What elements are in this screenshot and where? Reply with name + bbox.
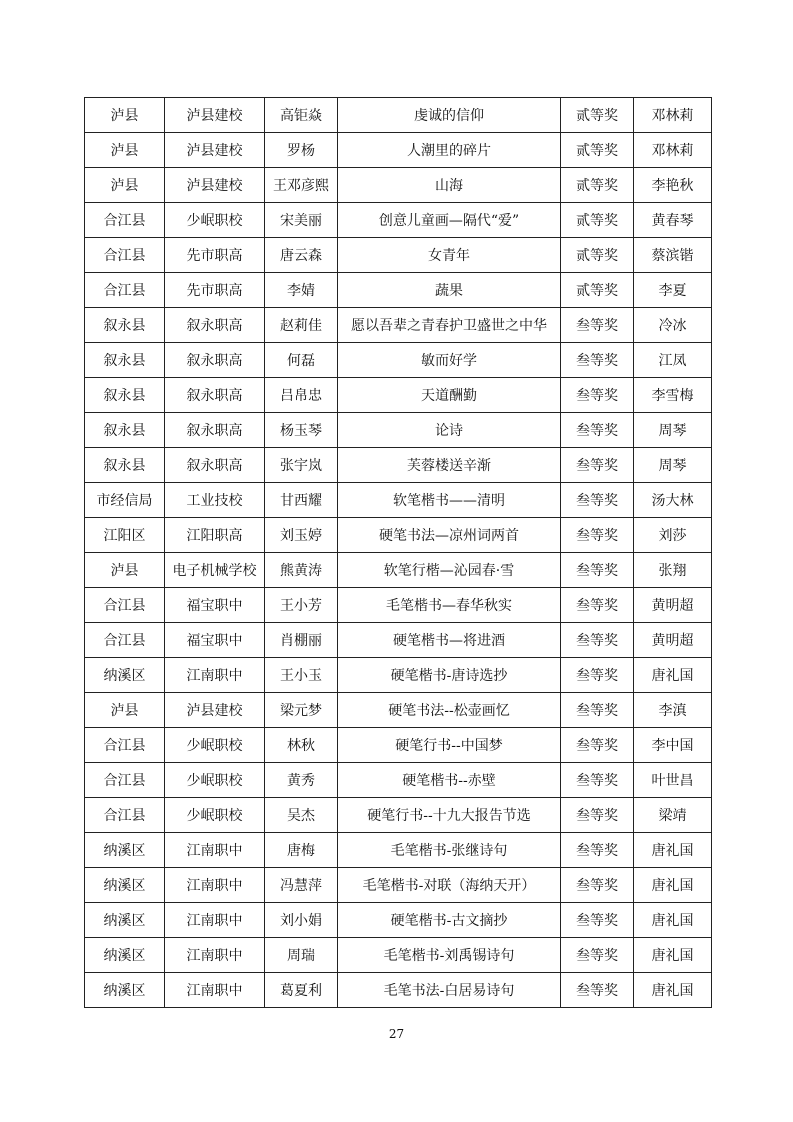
teacher-cell: 黄明超 [634, 623, 712, 658]
teacher-cell: 唐礼国 [634, 903, 712, 938]
district-cell: 纳溪区 [85, 938, 165, 973]
district-cell: 合江县 [85, 203, 165, 238]
table-row [85, 728, 712, 763]
student-cell: 甘西耀 [265, 483, 338, 518]
school-cell: 工业技校 [165, 483, 265, 518]
teacher-cell: 唐礼国 [634, 658, 712, 693]
school-cell: 电子机械学校 [165, 553, 265, 588]
work-title-cell: 蔬果 [338, 273, 561, 308]
award-level-cell: 贰等奖 [561, 133, 634, 168]
school-cell: 泸县建校 [165, 693, 265, 728]
award-table-container [84, 97, 711, 1008]
table-row [85, 938, 712, 973]
table-row [85, 833, 712, 868]
table-row [85, 518, 712, 553]
district-cell: 市经信局 [85, 483, 165, 518]
school-cell: 江南职中 [165, 658, 265, 693]
award-level-cell: 叁等奖 [561, 868, 634, 903]
table-row [85, 868, 712, 903]
student-cell: 刘玉婷 [265, 518, 338, 553]
award-level-cell: 贰等奖 [561, 98, 634, 133]
table-row [85, 343, 712, 378]
award-table [84, 97, 712, 1008]
teacher-cell: 唐礼国 [634, 938, 712, 973]
award-level-cell: 叁等奖 [561, 308, 634, 343]
work-title-cell: 硬笔楷书--赤壁 [338, 763, 561, 798]
teacher-cell: 唐礼国 [634, 833, 712, 868]
award-level-cell: 叁等奖 [561, 518, 634, 553]
school-cell: 江南职中 [165, 903, 265, 938]
work-title-cell: 软笔行楷—沁园春·雪 [338, 553, 561, 588]
work-title-cell: 软笔楷书——清明 [338, 483, 561, 518]
teacher-cell: 唐礼国 [634, 973, 712, 1008]
teacher-cell: 周琴 [634, 413, 712, 448]
school-cell: 叙永职高 [165, 343, 265, 378]
award-level-cell: 贰等奖 [561, 203, 634, 238]
student-cell: 王小芳 [265, 588, 338, 623]
student-cell: 高钜焱 [265, 98, 338, 133]
school-cell: 先市职高 [165, 238, 265, 273]
teacher-cell: 汤大林 [634, 483, 712, 518]
work-title-cell: 硬笔楷书-唐诗选抄 [338, 658, 561, 693]
teacher-cell: 叶世昌 [634, 763, 712, 798]
student-cell: 冯慧萍 [265, 868, 338, 903]
work-title-cell: 硬笔楷书-古文摘抄 [338, 903, 561, 938]
school-cell: 少岷职校 [165, 728, 265, 763]
student-cell: 何磊 [265, 343, 338, 378]
award-level-cell: 叁等奖 [561, 973, 634, 1008]
student-cell: 杨玉琴 [265, 413, 338, 448]
student-cell: 宋美丽 [265, 203, 338, 238]
school-cell: 江南职中 [165, 868, 265, 903]
school-cell: 福宝职中 [165, 623, 265, 658]
table-row [85, 483, 712, 518]
school-cell: 先市职高 [165, 273, 265, 308]
award-level-cell: 叁等奖 [561, 553, 634, 588]
school-cell: 江阳职高 [165, 518, 265, 553]
teacher-cell: 邓林莉 [634, 98, 712, 133]
district-cell: 叙永县 [85, 448, 165, 483]
table-row [85, 693, 712, 728]
teacher-cell: 李夏 [634, 273, 712, 308]
teacher-cell: 江凤 [634, 343, 712, 378]
award-level-cell: 叁等奖 [561, 798, 634, 833]
school-cell: 江南职中 [165, 973, 265, 1008]
student-cell: 罗杨 [265, 133, 338, 168]
school-cell: 少岷职校 [165, 763, 265, 798]
school-cell: 少岷职校 [165, 203, 265, 238]
work-title-cell: 天道酬勤 [338, 378, 561, 413]
table-row [85, 203, 712, 238]
award-level-cell: 叁等奖 [561, 658, 634, 693]
student-cell: 梁元梦 [265, 693, 338, 728]
award-level-cell: 叁等奖 [561, 728, 634, 763]
award-level-cell: 贰等奖 [561, 238, 634, 273]
district-cell: 纳溪区 [85, 868, 165, 903]
school-cell: 江南职中 [165, 938, 265, 973]
work-title-cell: 芙蓉楼送辛渐 [338, 448, 561, 483]
award-level-cell: 叁等奖 [561, 833, 634, 868]
award-level-cell: 叁等奖 [561, 483, 634, 518]
teacher-cell: 黄明超 [634, 588, 712, 623]
district-cell: 叙永县 [85, 308, 165, 343]
award-level-cell: 叁等奖 [561, 448, 634, 483]
teacher-cell: 李雪梅 [634, 378, 712, 413]
school-cell: 福宝职中 [165, 588, 265, 623]
work-title-cell: 论诗 [338, 413, 561, 448]
award-level-cell: 叁等奖 [561, 763, 634, 798]
teacher-cell: 李艳秋 [634, 168, 712, 203]
table-row [85, 623, 712, 658]
school-cell: 叙永职高 [165, 378, 265, 413]
teacher-cell: 冷冰 [634, 308, 712, 343]
school-cell: 叙永职高 [165, 448, 265, 483]
table-row [85, 308, 712, 343]
student-cell: 赵莉佳 [265, 308, 338, 343]
page-number: 27 [388, 1027, 405, 1041]
school-cell: 叙永职高 [165, 308, 265, 343]
district-cell: 叙永县 [85, 413, 165, 448]
table-row [85, 903, 712, 938]
student-cell: 唐梅 [265, 833, 338, 868]
award-level-cell: 贰等奖 [561, 273, 634, 308]
district-cell: 合江县 [85, 763, 165, 798]
work-title-cell: 山海 [338, 168, 561, 203]
school-cell: 叙永职高 [165, 413, 265, 448]
teacher-cell: 周琴 [634, 448, 712, 483]
district-cell: 纳溪区 [85, 903, 165, 938]
work-title-cell: 毛笔楷书-张继诗句 [338, 833, 561, 868]
district-cell: 纳溪区 [85, 833, 165, 868]
teacher-cell: 梁靖 [634, 798, 712, 833]
school-cell: 泸县建校 [165, 133, 265, 168]
student-cell: 葛夏利 [265, 973, 338, 1008]
teacher-cell: 李滇 [634, 693, 712, 728]
work-title-cell: 敏而好学 [338, 343, 561, 378]
table-row [85, 238, 712, 273]
work-title-cell: 女青年 [338, 238, 561, 273]
student-cell: 黄秀 [265, 763, 338, 798]
district-cell: 合江县 [85, 273, 165, 308]
student-cell: 吴杰 [265, 798, 338, 833]
district-cell: 泸县 [85, 553, 165, 588]
student-cell: 周瑞 [265, 938, 338, 973]
student-cell: 李婧 [265, 273, 338, 308]
table-row [85, 378, 712, 413]
district-cell: 叙永县 [85, 343, 165, 378]
teacher-cell: 蔡滨锴 [634, 238, 712, 273]
award-level-cell: 叁等奖 [561, 588, 634, 623]
table-row [85, 98, 712, 133]
work-title-cell: 虔诚的信仰 [338, 98, 561, 133]
student-cell: 王小玉 [265, 658, 338, 693]
student-cell: 肖棚丽 [265, 623, 338, 658]
work-title-cell: 毛笔书法-白居易诗句 [338, 973, 561, 1008]
award-level-cell: 叁等奖 [561, 413, 634, 448]
teacher-cell: 邓林莉 [634, 133, 712, 168]
teacher-cell: 张翔 [634, 553, 712, 588]
award-level-cell: 贰等奖 [561, 168, 634, 203]
award-level-cell: 叁等奖 [561, 623, 634, 658]
student-cell: 吕帛忠 [265, 378, 338, 413]
school-cell: 泸县建校 [165, 98, 265, 133]
table-row [85, 588, 712, 623]
student-cell: 林秋 [265, 728, 338, 763]
school-cell: 少岷职校 [165, 798, 265, 833]
student-cell: 熊黄涛 [265, 553, 338, 588]
work-title-cell: 硬笔书法--松壶画忆 [338, 693, 561, 728]
district-cell: 合江县 [85, 728, 165, 763]
teacher-cell: 唐礼国 [634, 868, 712, 903]
district-cell: 合江县 [85, 623, 165, 658]
table-row [85, 273, 712, 308]
table-row [85, 553, 712, 588]
table-row [85, 168, 712, 203]
student-cell: 刘小娟 [265, 903, 338, 938]
award-level-cell: 叁等奖 [561, 693, 634, 728]
award-level-cell: 叁等奖 [561, 903, 634, 938]
award-level-cell: 叁等奖 [561, 938, 634, 973]
district-cell: 合江县 [85, 238, 165, 273]
table-row [85, 798, 712, 833]
district-cell: 江阳区 [85, 518, 165, 553]
district-cell: 叙永县 [85, 378, 165, 413]
student-cell: 王邓彦熙 [265, 168, 338, 203]
school-cell: 泸县建校 [165, 168, 265, 203]
table-row [85, 763, 712, 798]
table-row [85, 658, 712, 693]
teacher-cell: 黄春琴 [634, 203, 712, 238]
teacher-cell: 李中国 [634, 728, 712, 763]
award-level-cell: 叁等奖 [561, 343, 634, 378]
work-title-cell: 愿以吾辈之青春护卫盛世之中华 [338, 308, 561, 343]
teacher-cell: 刘莎 [634, 518, 712, 553]
award-level-cell: 叁等奖 [561, 378, 634, 413]
work-title-cell: 毛笔楷书-刘禹锡诗句 [338, 938, 561, 973]
district-cell: 泸县 [85, 693, 165, 728]
school-cell: 江南职中 [165, 833, 265, 868]
work-title-cell: 创意儿童画—隔代“爱” [338, 203, 561, 238]
district-cell: 合江县 [85, 798, 165, 833]
work-title-cell: 硬笔行书--十九大报告节选 [338, 798, 561, 833]
district-cell: 泸县 [85, 133, 165, 168]
district-cell: 合江县 [85, 588, 165, 623]
work-title-cell: 硬笔书法—凉州词两首 [338, 518, 561, 553]
work-title-cell: 毛笔楷书-对联（海纳天开） [338, 868, 561, 903]
work-title-cell: 人潮里的碎片 [338, 133, 561, 168]
student-cell: 唐云森 [265, 238, 338, 273]
work-title-cell: 硬笔楷书—将进酒 [338, 623, 561, 658]
table-row [85, 133, 712, 168]
district-cell: 纳溪区 [85, 973, 165, 1008]
table-row [85, 413, 712, 448]
table-row [85, 973, 712, 1008]
work-title-cell: 毛笔楷书—春华秋实 [338, 588, 561, 623]
district-cell: 泸县 [85, 98, 165, 133]
work-title-cell: 硬笔行书--中国梦 [338, 728, 561, 763]
table-row [85, 448, 712, 483]
student-cell: 张宇岚 [265, 448, 338, 483]
district-cell: 纳溪区 [85, 658, 165, 693]
award-table-body [85, 98, 712, 1008]
district-cell: 泸县 [85, 168, 165, 203]
